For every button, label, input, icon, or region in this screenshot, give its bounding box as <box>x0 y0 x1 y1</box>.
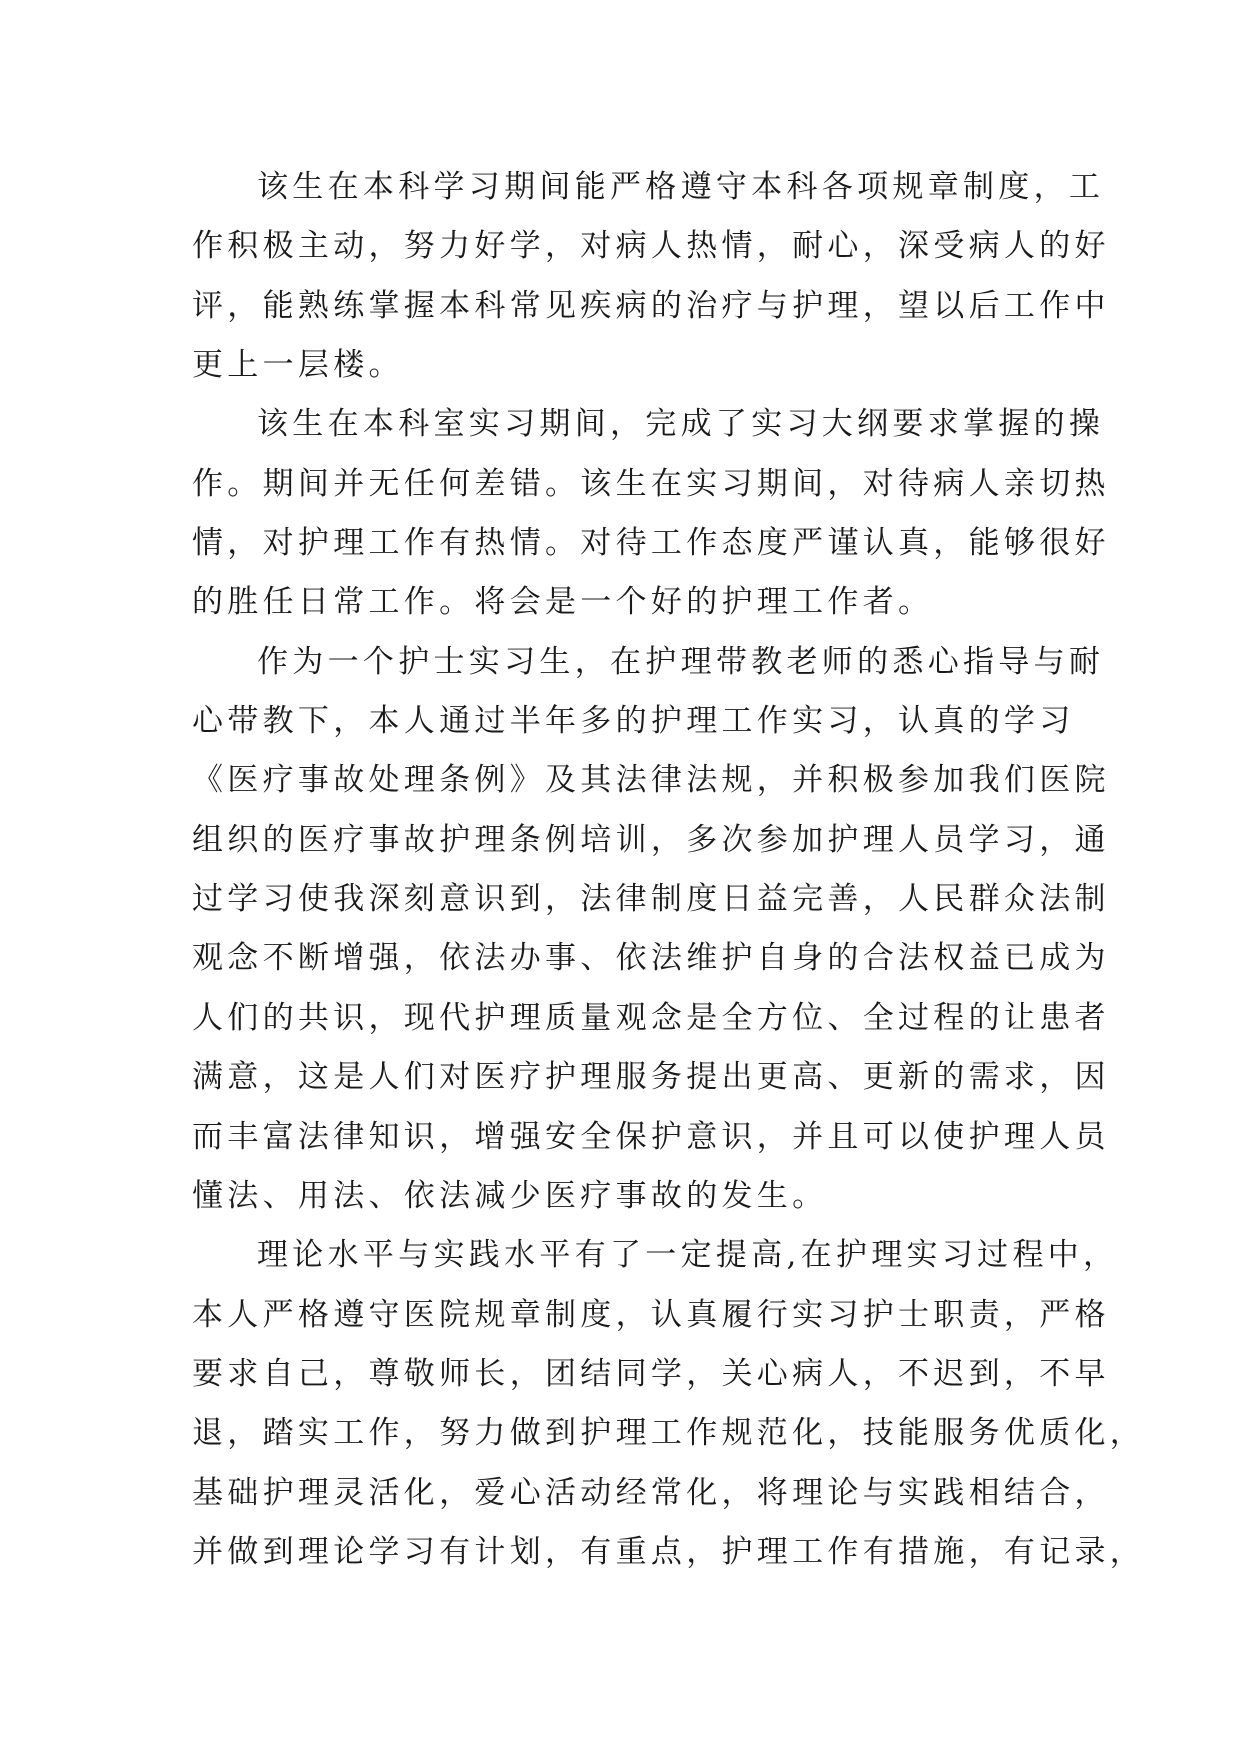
text-line: 人们的共识，现代护理质量观念是全方位、全过程的让患者 <box>192 999 1110 1036</box>
text-line: 观念不断增强，依法办事、依法维护自身的合法权益已成为 <box>192 940 1110 977</box>
text-line: 作积极主动，努力好学，对病人热情，耐心，深受病人的好 <box>192 228 1110 265</box>
text-line: 而丰富法律知识，增强安全保护意识，并且可以使护理人员 <box>192 1118 1110 1155</box>
text-line: 基础护理灵活化，爱心活动经常化，将理论与实践相结合， <box>192 1474 1110 1511</box>
text-line: 心带教下，本人通过半年多的护理工作实习，认真的学习 <box>192 703 1075 740</box>
text-line: 退，踏实工作，努力做到护理工作规范化，技能服务优质化， <box>192 1415 1146 1452</box>
text-line: 作。期间并无任何差错。该生在实习期间，对待病人亲切热 <box>192 465 1110 502</box>
text-line: 理论水平与实践水平有了一定提高,在护理实习过程中， <box>257 1237 1119 1274</box>
text-line: 懂法、用法、依法减少医疗事故的发生。 <box>192 1177 828 1214</box>
document-body <box>192 158 1146 1582</box>
paragraph-2 <box>192 395 1110 632</box>
text-line: 过学习使我深刻意识到，法律制度日益完善，人民群众法制 <box>192 881 1110 918</box>
text-line: 更上一层楼。 <box>192 347 404 384</box>
text-line: 《医疗事故处理条例》及其法律法规，并积极参加我们医院 <box>192 762 1110 799</box>
text-line: 该生在本科学习期间能严格遵守本科各项规章制度，工 <box>257 169 1105 205</box>
text-line: 情，对护理工作有热情。对待工作态度严谨认真，能够很好 <box>192 525 1110 562</box>
text-line: 评，能熟练掌握本科常见疾病的治疗与护理，望以后工作中 <box>192 287 1110 324</box>
paragraph-1 <box>192 158 1110 395</box>
text-line: 该生在本科室实习期间，完成了实习大纲要求掌握的操 <box>257 406 1105 443</box>
text-line: 满意，这是人们对医疗护理服务提出更高、更新的需求，因 <box>192 1059 1110 1096</box>
text-line: 组织的医疗事故护理条例培训，多次参加护理人员学习，通 <box>192 821 1110 858</box>
text-line: 的胜任日常工作。将会是一个好的护理工作者。 <box>192 584 934 621</box>
text-line: 要求自己，尊敬师长，团结同学，关心病人，不迟到，不早 <box>192 1355 1110 1392</box>
text-line: 并做到理论学习有计划，有重点，护理工作有措施，有记录， <box>192 1533 1146 1570</box>
paragraph-3 <box>192 633 1110 1226</box>
text-line: 本人严格遵守医院规章制度，认真履行实习护士职责，严格 <box>192 1296 1110 1333</box>
paragraph-4 <box>192 1226 1146 1582</box>
text-line: 作为一个护士实习生，在护理带教老师的悉心指导与耐 <box>257 643 1105 680</box>
